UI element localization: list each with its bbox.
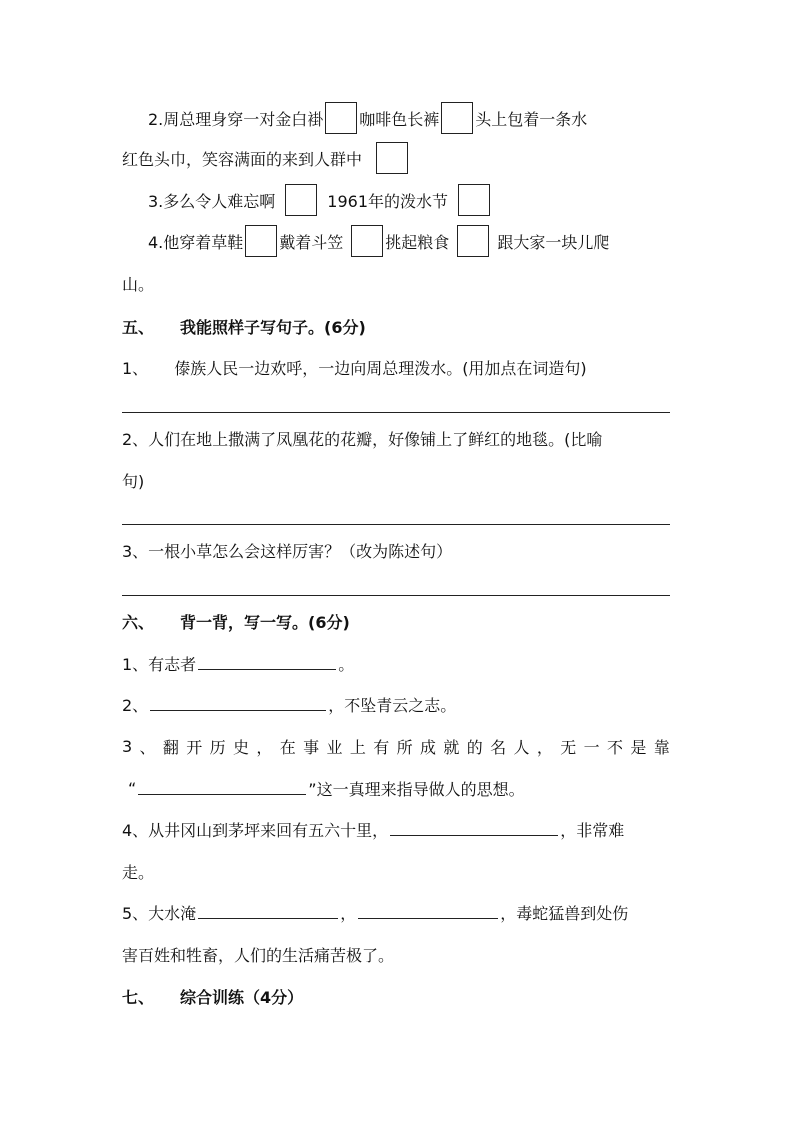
s6-q3-char: 成 — [420, 737, 437, 757]
s6-q4-text-c: 走。 — [122, 862, 155, 882]
s6-q5-text-c: ，毒蛇猛兽到处伤 — [500, 903, 629, 923]
s5-q1-number: 1、 — [122, 358, 149, 378]
s6-q3-line1 — [0, 730, 670, 762]
answer-box[interactable] — [457, 225, 489, 257]
s6-q3-char: 历 — [209, 737, 226, 757]
fill-blank[interactable] — [138, 793, 306, 795]
s4-q3-line — [0, 184, 794, 216]
s4-q4-text-d: 跟大家一块儿爬 — [497, 232, 610, 252]
s6-q3-text-b: ”这一真理来指导做人的思想。 — [308, 779, 525, 799]
s6-q5-line2 — [0, 938, 794, 970]
s5-q3-line — [0, 534, 794, 566]
answer-box[interactable] — [325, 102, 357, 134]
s4-q2-text-b: 咖啡色长裤 — [359, 109, 440, 129]
s4-q4-text-b: 戴着斗笠 — [279, 232, 344, 252]
s6-q3-char: 业 — [326, 737, 343, 757]
answer-line[interactable] — [122, 412, 670, 413]
s6-q3-char: 无 — [560, 737, 577, 757]
answer-box[interactable] — [285, 184, 317, 216]
s6-q3-char: 不 — [607, 737, 624, 757]
s4-q4-text-c: 挑起粮食 — [385, 232, 450, 252]
s5-q2-text: 2、人们在地上撒满了凤凰花的花瓣，好像铺上了鲜红的地毯。(比喻 — [122, 429, 603, 449]
s4-q3-text-a: 3.多么令人难忘啊 — [148, 191, 276, 211]
s6-q1-text-b: 。 — [338, 654, 355, 674]
answer-line[interactable] — [122, 524, 670, 525]
fill-blank[interactable] — [358, 917, 498, 919]
fill-blank[interactable] — [198, 668, 336, 670]
s6-q3-char: 史 — [233, 737, 250, 757]
s6-q2-line — [0, 688, 794, 720]
s6-q4-text-b: ，非常难 — [560, 820, 625, 840]
s6-q3-quote-open: “ — [128, 778, 137, 798]
s4-q3-text-b: 1961年的泼水节 — [327, 191, 449, 211]
s6-q3-char: 靠 — [653, 737, 670, 757]
s6-q3-char: 开 — [186, 737, 203, 757]
s6-q2-text-a: 2、 — [122, 695, 149, 715]
s5-q2-line2 — [0, 464, 794, 496]
s6-q1-line — [0, 647, 794, 679]
section6-heading — [0, 605, 794, 637]
s5-q1-text: 傣族人民一边欢呼，一边向周总理泼水。(用加点在词造句) — [174, 358, 587, 378]
s6-q3-char: 事 — [303, 737, 320, 757]
s6-q1-text-a: 1、有志者 — [122, 654, 197, 674]
s4-q2-text-a: 2.周总理身穿一对金白褂 — [148, 109, 324, 129]
answer-box[interactable] — [351, 225, 383, 257]
answer-box[interactable] — [441, 102, 473, 134]
s6-q5-text-a: 5、大水淹 — [122, 903, 197, 923]
s5-q2-text-cont: 句) — [122, 471, 145, 491]
s6-q2-text-b: ，不坠青云之志。 — [328, 695, 457, 715]
s6-q3-char: 上 — [349, 737, 366, 757]
s6-q3-char: 名 — [490, 737, 507, 757]
section7-number: 七、 — [122, 987, 155, 1007]
s4-q2-line2 — [0, 142, 794, 174]
s6-q3-char: 3 — [122, 736, 133, 756]
section7-title: 综合训练（4分） — [180, 987, 304, 1007]
section7-heading — [0, 980, 794, 1012]
s4-q2-line1 — [0, 102, 794, 134]
s6-q4-text-a: 4、从井冈山到茅坪来回有五六十里， — [122, 820, 389, 840]
section5-heading — [0, 310, 794, 342]
s6-q4-line1 — [0, 813, 794, 845]
s6-q3-char: 一 — [583, 737, 600, 757]
s5-q2-line1 — [0, 422, 794, 454]
s6-q3-char: 、 — [139, 737, 156, 757]
answer-line[interactable] — [122, 595, 670, 596]
s5-q3-text: 3、一根小草怎么会这样厉害？（改为陈述句） — [122, 541, 453, 561]
answer-box[interactable] — [245, 225, 277, 257]
s4-q2-text-c: 头上包着一条水 — [475, 109, 588, 129]
s6-q3-char: 所 — [396, 737, 413, 757]
s6-q5-text-b: ， — [340, 903, 357, 923]
s4-q4-line1 — [0, 225, 794, 257]
s5-q1-line — [0, 351, 794, 383]
s4-q4-text-a: 4.他穿着草鞋 — [148, 232, 244, 252]
section6-title: 背一背，写一写。(6分) — [180, 612, 350, 632]
s4-q4-line2 — [0, 267, 794, 299]
s6-q4-line2 — [0, 855, 794, 887]
s4-q4-text-e: 山。 — [122, 274, 155, 294]
fill-blank[interactable] — [390, 834, 558, 836]
s6-q5-text-d: 害百姓和牲畜，人们的生活痛苦极了。 — [122, 945, 395, 965]
answer-box[interactable] — [376, 142, 408, 174]
s6-q3-char: 在 — [279, 737, 296, 757]
s6-q3-char: 是 — [630, 737, 647, 757]
s6-q3-line2 — [0, 772, 794, 804]
s6-q3-char: ， — [536, 737, 553, 757]
s4-q2-text-d: 红色头巾，笑容满面的来到人群中 — [122, 149, 363, 169]
answer-box[interactable] — [458, 184, 490, 216]
s6-q3-char: 的 — [466, 737, 483, 757]
section5-title: 我能照样子写句子。(6分) — [180, 317, 366, 337]
s6-q3-char: 人 — [513, 737, 530, 757]
s6-q3-char: 就 — [443, 737, 460, 757]
fill-blank[interactable] — [150, 709, 326, 711]
s6-q3-char: 有 — [373, 737, 390, 757]
s6-q3-char: ， — [256, 737, 273, 757]
section6-number: 六、 — [122, 612, 155, 632]
section5-number: 五、 — [122, 317, 155, 337]
s6-q5-line1 — [0, 896, 794, 928]
s6-q3-char: 翻 — [162, 737, 179, 757]
fill-blank[interactable] — [198, 917, 338, 919]
